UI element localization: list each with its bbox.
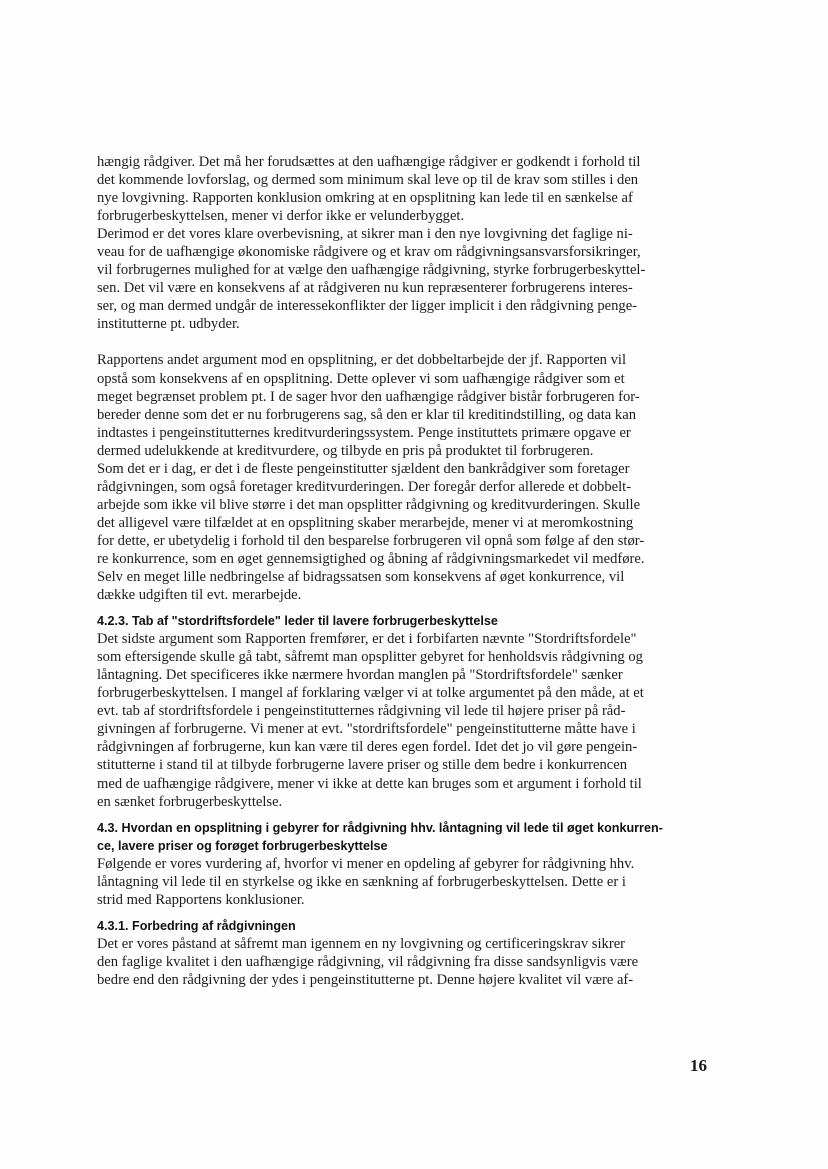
paragraph-gap [97, 909, 717, 917]
paragraph-gap [97, 333, 717, 351]
text-line: Selv en meget lille nedbringelse af bidragssatsen som konsekvens af øget konkurrence, vil [97, 569, 625, 586]
text-line: givningen af forbrugerne. Vi mener at evt. "stordriftsfordele" pengeinstitutterne måtte have i [97, 721, 636, 738]
text-line: den faglige kvalitet i den uafhængige rådgivning, vil rådgivning fra disse sandsynligvis være [97, 953, 639, 970]
text-line: sen. Det vil være en konsekvens af at rådgiveren nu kun repræsenterer forbrugerens interes- [97, 280, 633, 297]
text-line: det kommende lovforslag, og dermed som minimum skal leve op til de krav som stilles i den [97, 172, 639, 189]
text-line: vil forbrugernes mulighed for at vælge den uafhængige rådgivning, styrke forbrugerbeskyttel- [97, 262, 646, 279]
text-line: Som det er i dag, er det i de fleste pengeinstitutter sjældent den bankrådgiver som foretager [97, 460, 630, 477]
text-line: forbrugerbeskyttelsen, mener vi derfor ikke er velunderbygget. [97, 208, 465, 225]
paragraph-block-4 [97, 855, 717, 909]
text-line: veau for de uafhængige økonomiske rådgivere og et krav om rådgivningsansvarsforsikringer, [97, 244, 641, 261]
text-line: forbrugerbeskyttelsen. I mangel af forklaring vælger vi at tolke argumentet på den måde, at et [97, 685, 644, 702]
text-line: med de uafhængige rådgivere, mener vi ikke at dette kan bruges som et argument i forhold til [97, 775, 642, 792]
text-line: ser, og man dermed undgår de interessekonflikter der ligger implicit i den rådgivning penge- [97, 298, 638, 315]
text-line: bedre end den rådgivning der ydes i pengeinstitutterne pt. Denne højere kvalitet vil være af- [97, 971, 634, 988]
text-line: arbejde som ikke vil blive større i det man opsplitter rådgivning og kreditvurderingen. Skulle [97, 496, 641, 513]
text-line: bereder denne som det er nu forbrugerens sag, så den er klar til kreditindstilling, og data kan [97, 406, 636, 423]
paragraph-block-3 [97, 630, 717, 810]
paragraph-block-1 [97, 153, 717, 333]
text-line: strid med Rapportens konklusioner. [97, 891, 305, 908]
text-line: Følgende er vores vurdering af, hvorfor vi mener en opdeling af gebyrer for rådgivning hhv. [97, 855, 635, 872]
text-line: indtastes i pengeinstitutternes kreditvurderingssystem. Penge instituttets primære opgave er [97, 424, 631, 441]
paragraph-block-5 [97, 935, 717, 989]
text-line: Det er vores påstand at såfremt man igennem en ny lovgivning og certificeringskrav sikrer [97, 935, 626, 952]
text-line: rådgivningen af forbrugerne, kun kan være til deres egen fordel. Idet det jo vil gøre pengein- [97, 739, 638, 756]
text-line: hængig rådgiver. Det må her forudsættes at den uafhængige rådgiver er godkendt i forhold til [97, 154, 641, 170]
text-line: dække udgiften til evt. merarbejde. [97, 587, 302, 604]
text-line: som eftersigende skulle gå tabt, såfremt man opsplitter gebyret for henholdsvis rådgivning og [97, 649, 643, 666]
text-line: stitutterne i stand til at tilbyde forbrugerne lavere priser og stille dem bedre i konkurrencen [97, 757, 628, 774]
text-line: dermed udelukkende at kreditvurdere, og tilbyde en pris på produktet til forbrugeren. [97, 442, 594, 459]
paragraph-gap [97, 811, 717, 819]
text-line: låntagning. Det specificeres ikke nærmere hvordan manglen på "Stordriftsfordele" sænker [97, 667, 623, 684]
section-heading-4-3-1: 4.3.1. Forbedring af rådgivningen [97, 918, 296, 933]
text-line: nye lovgivning. Rapporten konklusion omkring at en opsplitning kan lede til en sænkelse af [97, 190, 633, 207]
section-heading-4-2-3: 4.2.3. Tab af "stordriftsfordele" leder til lavere forbrugerbeskyttelse [97, 614, 498, 629]
text-line: institutterne pt. udbyder. [97, 316, 240, 333]
text-line: re konkurrence, som en øget gennemsigtighed og åbning af rådgivningsmarkedet vil medføre. [97, 550, 645, 567]
document-body [97, 153, 717, 989]
paragraph-gap [97, 604, 717, 612]
text-line: rådgivningen, som også foretager kreditvurderingen. Der foregår derfor allerede et dobbelt- [97, 478, 632, 495]
text-line: meget begrænset problem pt. I de sager hvor den uafhængige rådgiver bistår forbrugeren for- [97, 388, 640, 405]
section-heading-4-3-cont: ce, lavere priser og forøget forbrugerbeskyttelse [97, 838, 388, 853]
text-line: det alligevel være tilfældet at en opsplitning skaber merarbejde, mener vi at meromkostning [97, 514, 634, 531]
text-line: Derimod er det vores klare overbevisning, at sikrer man i den nye lovgivning det faglige ni- [97, 226, 633, 243]
text-line: Rapportens andet argument mod en opsplitning, er det dobbeltarbejde der jf. Rapporten vil [97, 352, 627, 369]
section-heading-4-3: 4.3. Hvordan en opsplitning i gebyrer for rådgivning hhv. låntagning vil lede til øget konkurren- [97, 820, 663, 835]
paragraph-block-2 [97, 351, 717, 604]
text-line: evt. tab af stordriftsfordele i pengeinstitutternes rådgivning vil lede til højere priser på råd- [97, 703, 626, 720]
text-line: en sænket forbrugerbeskyttelse. [97, 793, 283, 810]
page-number: 16 [690, 1056, 707, 1075]
text-line: låntagning vil lede til en styrkelse og ikke en sænkning af forbrugerbeskyttelsen. Dette er i [97, 873, 626, 890]
text-line: opstå som konsekvens af en opsplitning. Dette oplever vi som uafhængige rådgiver som et [97, 370, 625, 387]
text-line: for dette, er ubetydelig i forhold til den besparelse forbrugeren vil opnå som følge af den stør- [97, 532, 645, 549]
text-line: Det sidste argument som Rapporten fremfører, er det i forbifarten nævnte "Stordriftsfordele" [97, 631, 637, 648]
